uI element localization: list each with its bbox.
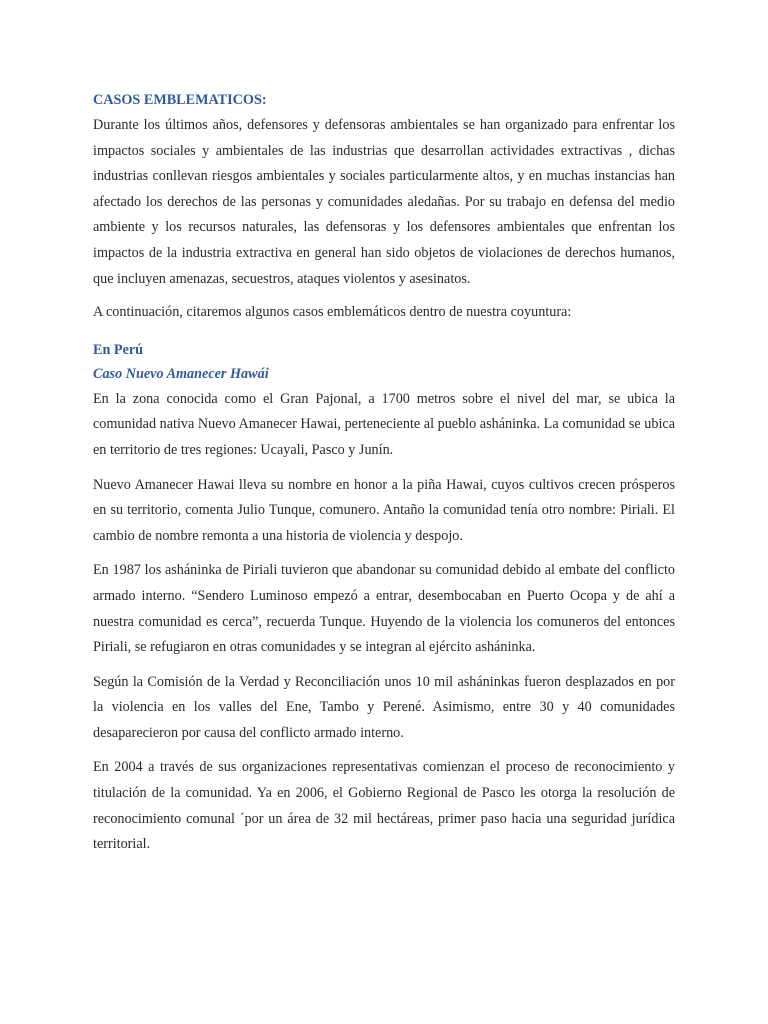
document-page xyxy=(93,89,675,867)
body-paragraph: En 2004 a través de sus organizaciones representativas comienzan el proceso de reconocimiento y titulación de la comunidad. Ya en 2006, el Gobierno Regional de Pasco les otorga la resolución de reconocimiento comunal ´por un área de 32 mil hectáreas, primer paso hacia una seguridad jurídica territorial. xyxy=(93,759,675,853)
intro-paragraph: Durante los últimos años, defensores y defensoras ambientales se han organizado para enfrentar los impactos sociales y ambientales de las industrias que desarrollan actividades extractivas , dichas industrias conllevan riesgos ambientales y sociales particularmente altos, y en muchas instancias han afectado los derechos de las personas y comunidades aledañas. Por su trabajo en defensa del medio ambiente y los recursos naturales, las defensoras y los defensores ambientales que enfrentan los impactos de la industria extractiva en general han sido objetos de violaciones de derechos humanos, que incluyen amenazas, secuestros, ataques violentos y asesinatos. xyxy=(93,117,675,287)
continue-paragraph: A continuación, citaremos algunos casos emblemáticos dentro de nuestra coyuntura: xyxy=(93,304,572,321)
body-paragraph: Según la Comisión de la Verdad y Reconciliación unos 10 mil asháninkas fueron desplazados en por la violencia en los valles del Ene, Tambo y Perené. Asimismo, entre 30 y 40 comunidades desaparecieron por causa del conflicto armado interno. xyxy=(93,673,675,741)
case-heading: Caso Nuevo Amanecer Hawái xyxy=(93,365,269,382)
body-paragraph: En la zona conocida como el Gran Pajonal, a 1700 metros sobre el nivel del mar, se ubica la comunidad nativa Nuevo Amanecer Hawai, perteneciente al pueblo asháninka. La comunidad se ubica en territorio de tres regiones: Ucayali, Pasco y Junín. xyxy=(93,390,675,458)
section-heading-peru: En Perú xyxy=(93,341,144,358)
body-paragraph: Nuevo Amanecer Hawai lleva su nombre en honor a la piña Hawai, cuyos cultivos crecen prósperos en su territorio, comenta Julio Tunque, comunero. Antaño la comunidad tenía otro nombre: Piriali. El cambio de nombre remonta a una historia de violencia y despojo. xyxy=(93,476,675,544)
document-title: CASOS EMBLEMATICOS: xyxy=(93,92,267,108)
body-paragraph: En 1987 los asháninka de Piriali tuvieron que abandonar su comunidad debido al embate del conflicto armado interno. “Sendero Luminoso empezó a entrar, desembocaban en Puerto Ocopa y de ahí a nuestra comunidad es cerca”, recuerda Tunque. Huyendo de la violencia los comuneros del entonces Piriali, se refugiaron en otras comunidades y se integran al ejército asháninka. xyxy=(93,562,675,656)
